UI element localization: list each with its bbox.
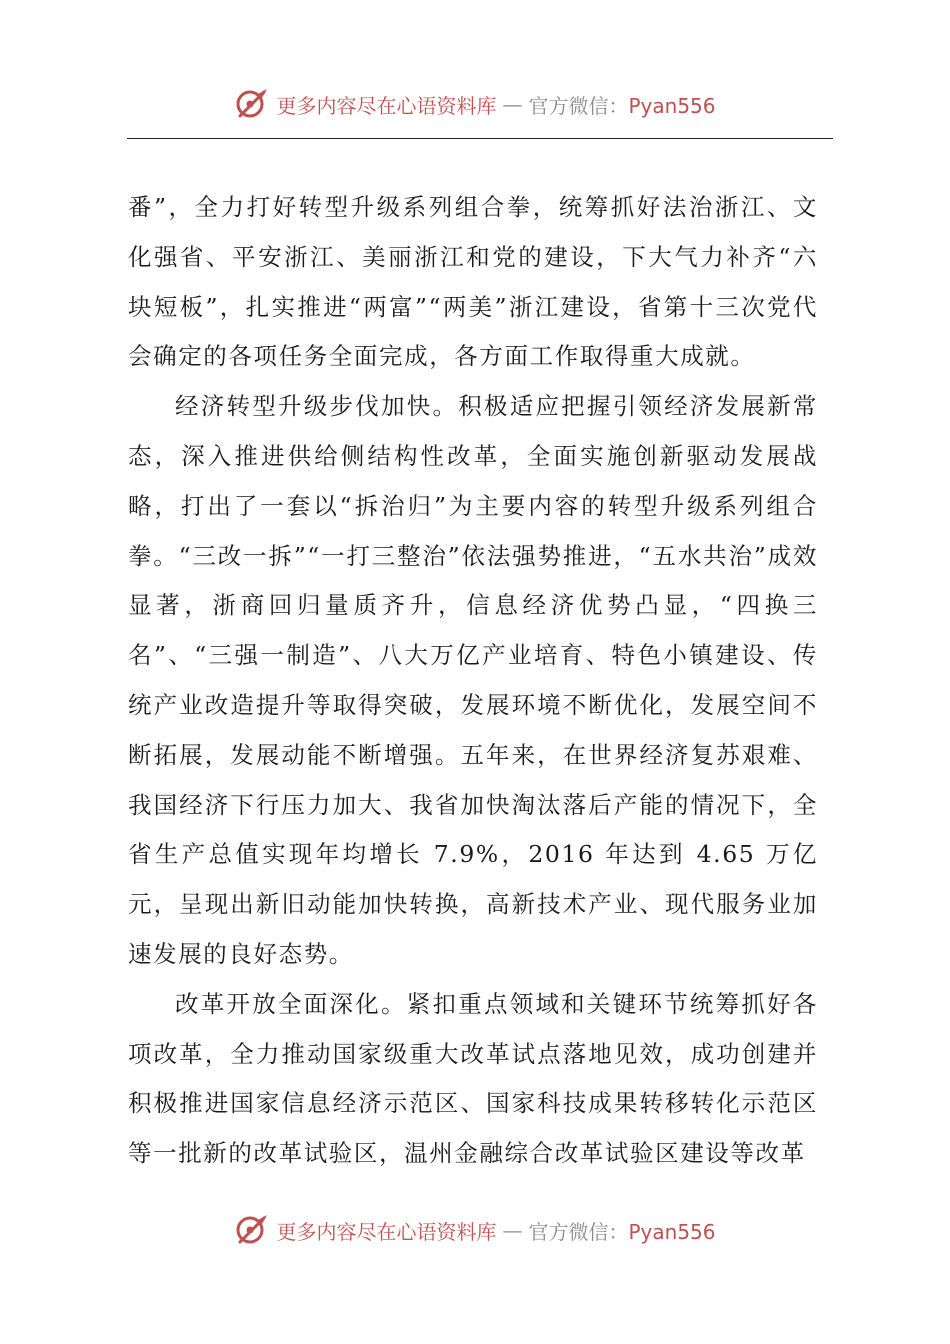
header-dash: — bbox=[502, 92, 523, 116]
footer-dash: — bbox=[502, 1218, 523, 1242]
header-contact bbox=[528, 90, 715, 119]
footer-contact-label: 官方微信： bbox=[528, 1219, 629, 1244]
header-contact-id: Pyan556 bbox=[628, 93, 716, 118]
paragraph-1: 番”，全力打好转型升级系列组合拳，统筹抓好法治浙江、文化强省、平安浙江、美丽浙江和党的建设，下大气力补齐“六块短板”，扎实推进“两富”“两美”浙江建设，省第十三次党代会确定的各项任务全面完成，各方面工作取得重大成就。 bbox=[128, 193, 818, 371]
pen-logo-icon bbox=[234, 1212, 270, 1248]
footer-contact-id: Pyan556 bbox=[628, 1219, 716, 1244]
footer-contact bbox=[528, 1216, 715, 1245]
pen-logo-icon bbox=[234, 86, 270, 122]
header-rule bbox=[127, 138, 833, 139]
header-banner bbox=[0, 82, 950, 126]
paragraph-2: 经济转型升级步伐加快。积极适应把握引领经济发展新常态，深入推进供给侧结构性改革，全面实施创新驱动发展战略，打出了一套以“拆治归”为主要内容的转型升级系列组合拳。“三改一拆”“一打三整治”依法强势推进，“五水共治”成效显著，浙商回归量质齐升，信息经济优势凸显，“四换三名”、“三强一制造”、八大万亿产业培育、特色小镇建设、传统产业改造提升等取得突破，发展环境不断优化，发展空间不断拓展，发展动能不断增强。五年来，在世界经济复苏艰难、我国经济下行压力加大、我省加快淘汰落后产能的情况下，全省生产总值实现年均增长 7.9%，2016 年达到 4.65 万亿元，呈现出新旧动能加快转换，高新技术产业、现代服务业加速发展的良好态势。 bbox=[128, 392, 818, 968]
footer-brand: 更多内容尽在心语资料库 bbox=[276, 1219, 497, 1244]
paragraph-3: 改革开放全面深化。紧扣重点领域和关键环节统筹抓好各项改革，全力推动国家级重大改革试点落地见效，成功创建并积极推进国家信息经济示范区、国家科技成果转移转化示范区等一批新的改革试验区，温州金融综合改革试验区建设等改革 bbox=[128, 989, 818, 1168]
footer-banner bbox=[0, 1208, 950, 1252]
document-body bbox=[128, 183, 818, 1179]
header-brand: 更多内容尽在心语资料库 bbox=[276, 93, 497, 118]
header-contact-label: 官方微信： bbox=[528, 93, 629, 118]
